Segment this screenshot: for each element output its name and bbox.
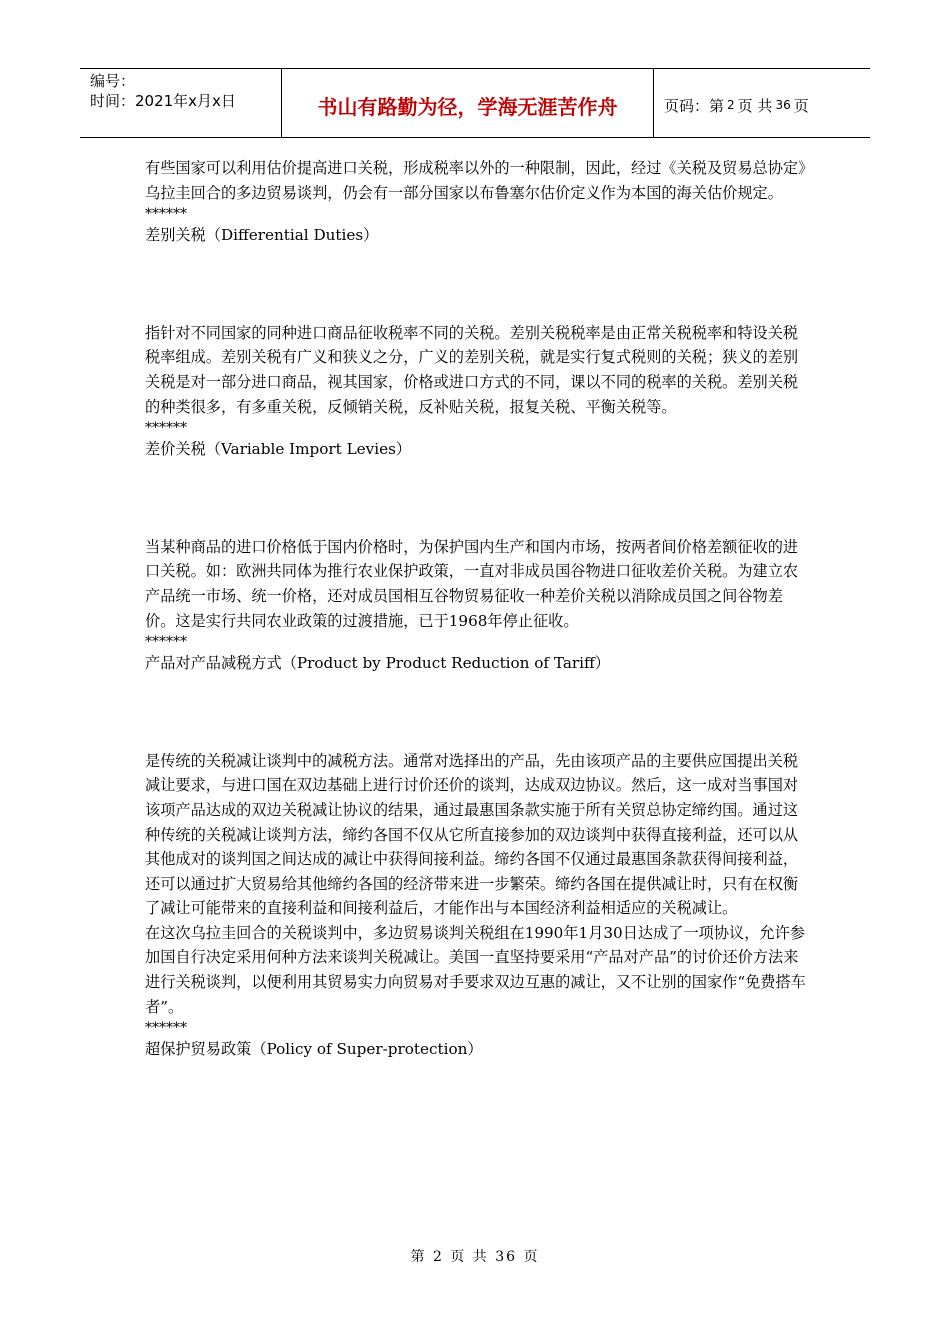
term-heading-product-by-product: 产品对产品减税方式（Product by Product Reduction of Tariff） [145, 654, 610, 673]
paragraph-4: 是传统的关税减让谈判中的减税方法。通常对选择出的产品，先由该项产品的主要供应国提出关税减让要求，与进口国在双边基础上进行讨价还价的谈判，达成双边协议。然后，这一成对当事国对该项产品达成的双边关税减让协议的结果，通过最惠国条款实施于所有关贸总协定缔约国。通过这种传统的关税减让谈判方法，缔约各国不仅从它所直接参加的双边谈判中获得直接利益，还可以从其他成对的谈判国之间达成的减让中获得间接利益。缔约各国不仅通过最惠国条款获得间接利益，还可以通过扩大贸易给其他缔约各国的经济带来进一步繁荣。缔约各国在提供减让时，只有在权衡了减让可能带来的直接利益和间接利益后，才能作出与本国经济利益相适应的关税减让。 [145, 751, 799, 918]
paragraph-5: 在这次乌拉圭回合的关税谈判中，多边贸易谈判关税组在1990年1月30日达成了一项协议，允许参加国自行决定采用何种方法来谈判关税减让。美国一直坚持要采用“产品对产品”的讨价还价方法来进行关税谈判，以便利用其贸易实力向贸易对手要求双边互惠的减让，又不让别的国家作“免费搭车者”。 [145, 923, 806, 1016]
document-date: 时间：2021年x月x日 [90, 92, 236, 110]
paragraph-2: 指针对不同国家的同种进口商品征收税率不同的关税。差别关税税率是由正常关税税率和特设关税税率组成。差别关税有广义和狭义之分，广义的差别关税，就是实行复式税则的关税；狭义的差别关税是对一部分进口商品，视其国家，价格或进口方式的不同，课以不同的税率的关税。差别关税的种类很多，有多重关税，反倾销关税，反补贴关税，报复关税、平衡关税等。 [145, 323, 799, 416]
document-body [145, 156, 807, 1062]
separator-4: ****** [145, 1020, 187, 1037]
header-motto: 书山有路勤为径，学海无涯苦作舟 [282, 69, 654, 137]
page-prefix: 页码：第 [664, 96, 725, 115]
spacer [145, 462, 807, 535]
spacer [145, 248, 807, 321]
term-heading-variable-import-levies: 差价关税（Variable Import Levies） [145, 440, 412, 459]
page-mid: 页 共 [737, 96, 773, 115]
page-suffix: 页 [793, 96, 809, 115]
term-heading-differential-duties: 差别关税（Differential Duties） [145, 226, 379, 245]
page-current: 2 [727, 98, 735, 112]
term-heading-super-protection: 超保护贸易政策（Policy of Super-protection） [145, 1040, 483, 1059]
paragraph-1: 有些国家可以利用估价提高进口关税，形成税率以外的一种限制，因此，经过《关税及贸易总协定》乌拉圭回合的多边贸易谈判，仍会有一部分国家以布鲁塞尔估价定义作为本国的海关估价规定。 [145, 159, 806, 202]
page-total: 36 [775, 98, 791, 112]
header-page-info [654, 69, 870, 137]
document-number-label: 编号： [90, 72, 136, 90]
page-footer: 第 2 页 共 36 页 [410, 1249, 540, 1265]
spacer [145, 676, 807, 749]
separator-2: ****** [145, 420, 187, 437]
page-header [80, 68, 870, 138]
header-meta [80, 69, 282, 137]
separator-1: ****** [145, 206, 187, 223]
paragraph-3: 当某种商品的进口价格低于国内价格时，为保护国内生产和国内市场，按两者间价格差额征收的进口关税。如：欧洲共同体为推行农业保护政策，一直对非成员国谷物进口征收差价关税。为建立农产品统一市场、统一价格，还对成员国相互谷物贸易征收一种差价关税以消除成员国之间谷物差价。这是实行共同农业政策的过渡措施，已于1968年停止征收。 [145, 537, 799, 630]
separator-3: ****** [145, 634, 187, 651]
